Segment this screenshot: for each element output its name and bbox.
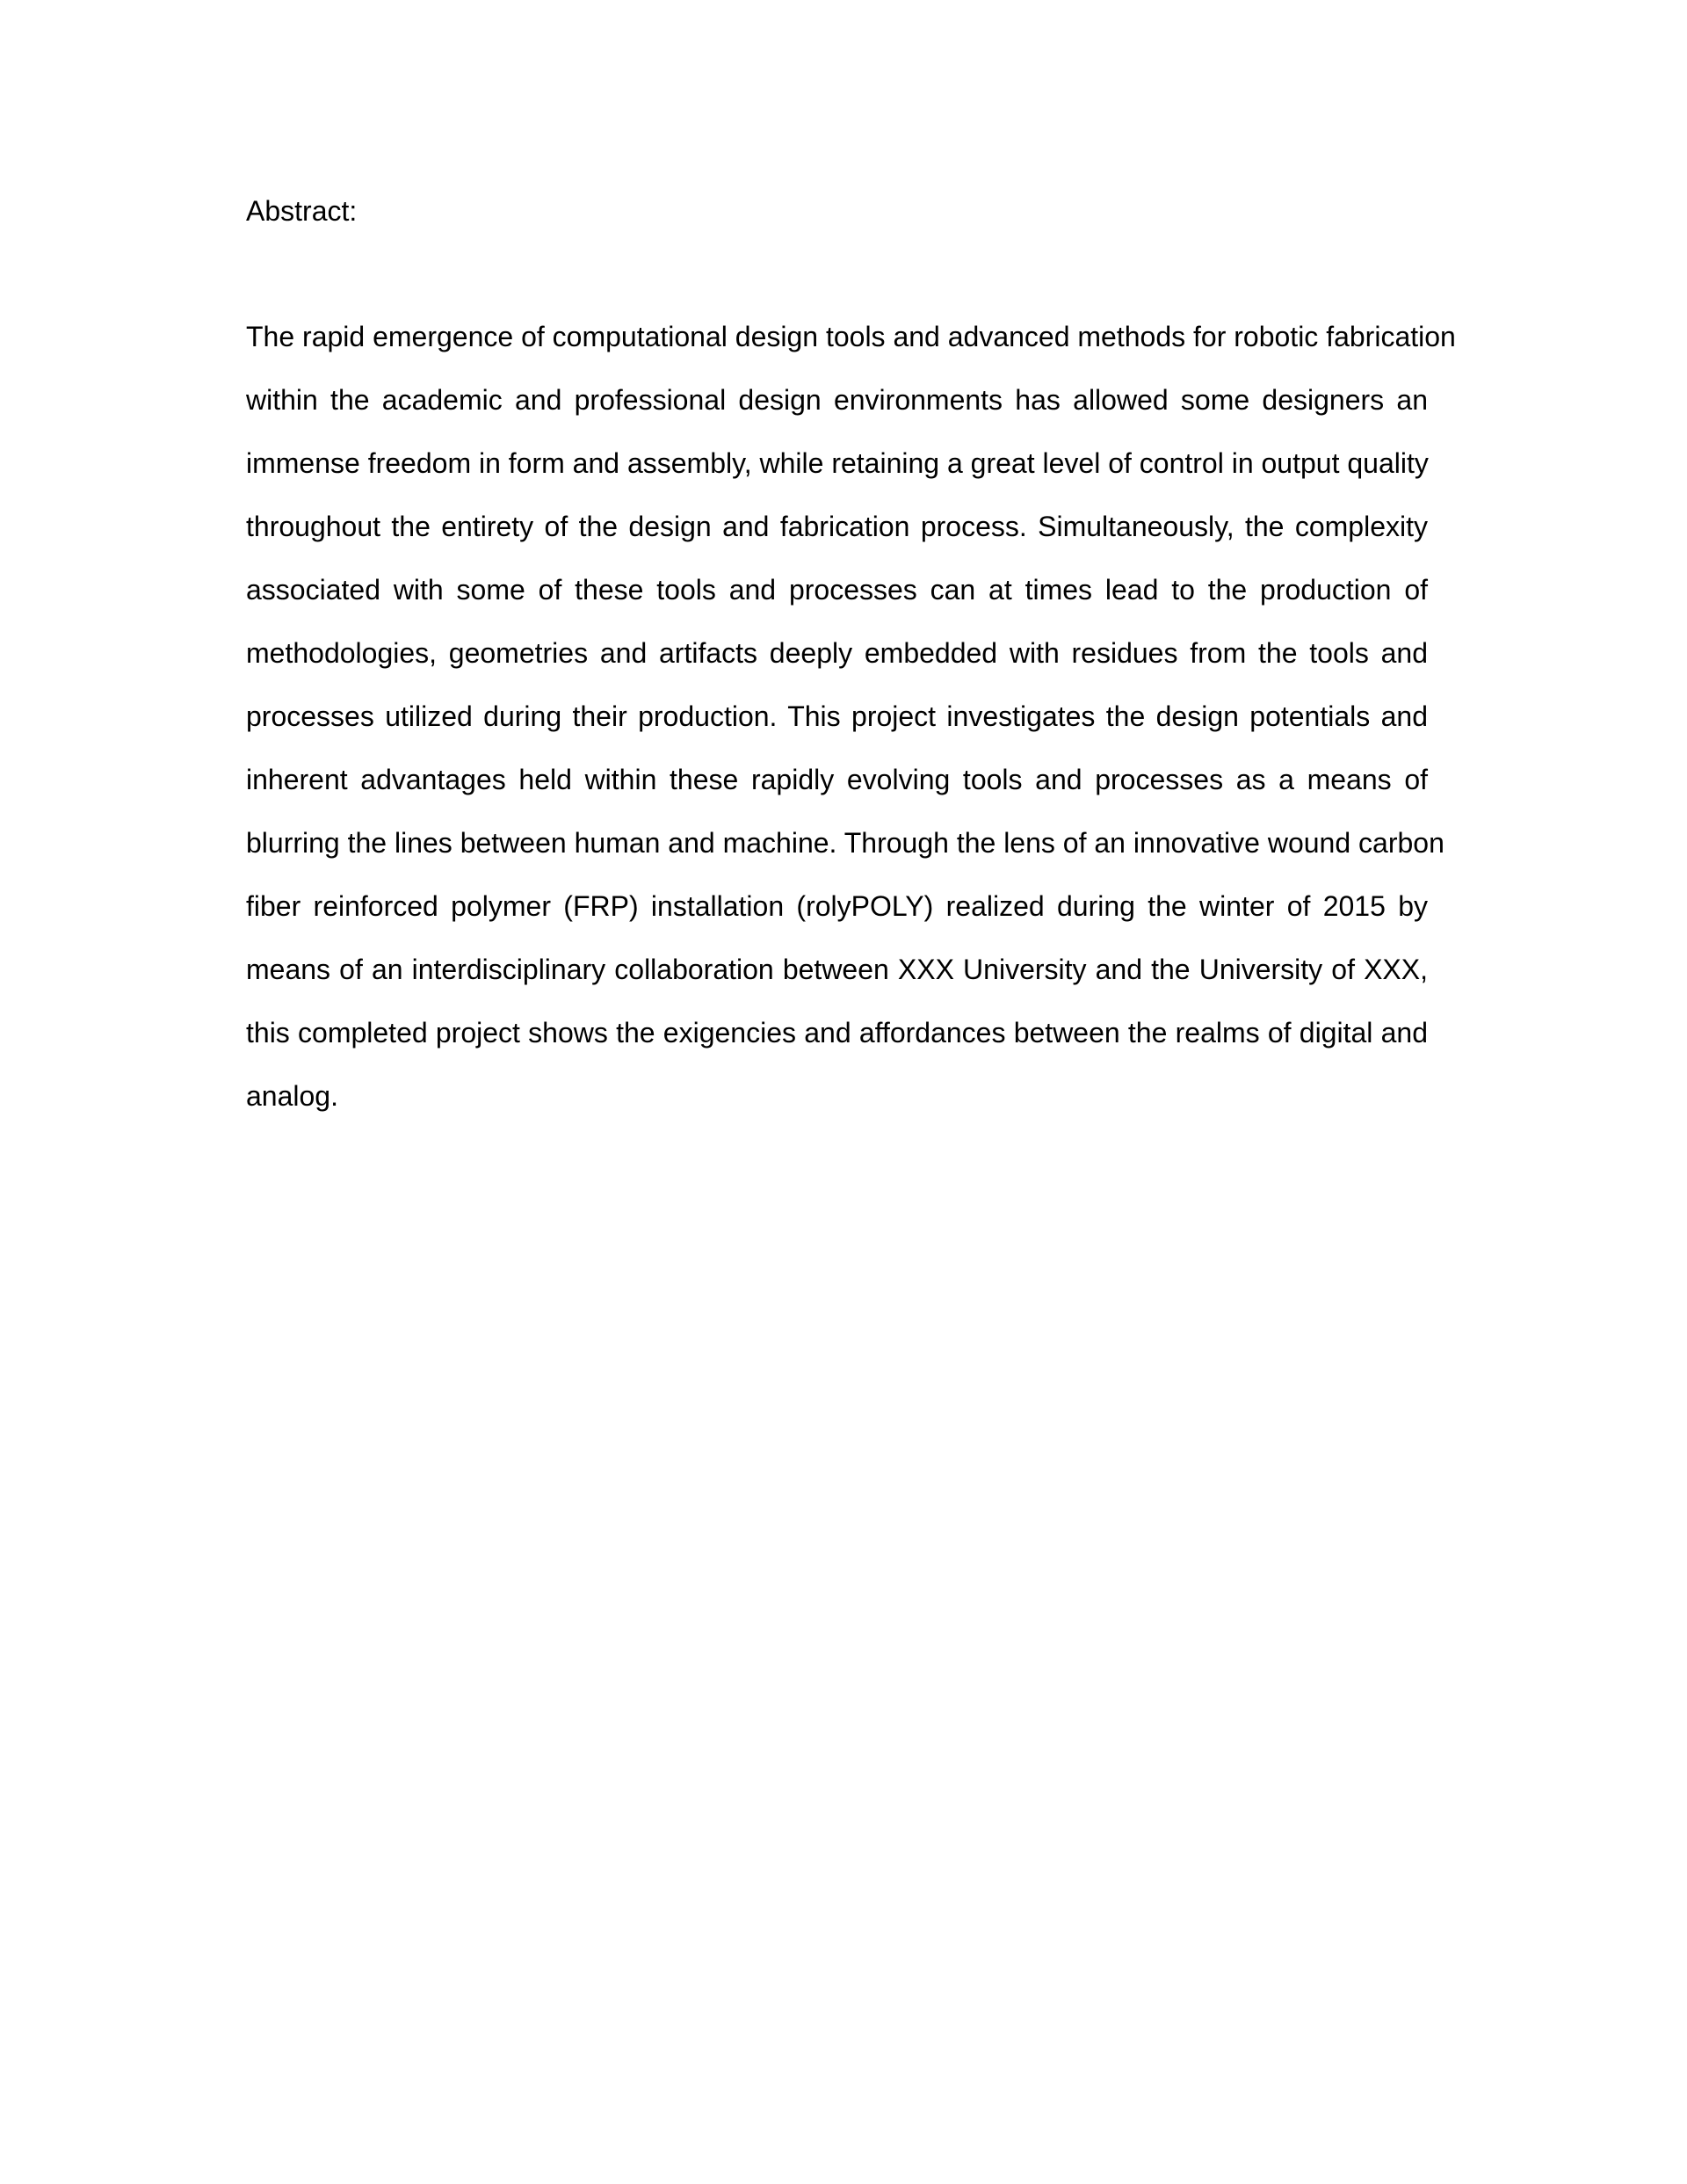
abstract-line: blurring the lines between human and machine. Through the lens of an innovative wound carbon	[246, 827, 1444, 859]
abstract-line: throughout the entirety of the design and fabrication process. Simultaneously, the complexity	[246, 511, 1428, 542]
abstract-line: fiber reinforced polymer (FRP) installation (rolyPOLY) realized during the winter of 2015 by	[246, 890, 1428, 922]
abstract-line: inherent advantages held within these rapidly evolving tools and processes as a means of	[246, 764, 1428, 795]
abstract-line: this completed project shows the exigencies and affordances between the realms of digital and	[246, 1017, 1428, 1048]
abstract-line: analog.	[246, 1080, 338, 1112]
abstract-line: immense freedom in form and assembly, while retaining a great level of control in output quality	[246, 447, 1429, 479]
abstract-line: The rapid emergence of computational design tools and advanced methods for robotic fabrication	[246, 321, 1456, 352]
abstract-line: associated with some of these tools and processes can at times lead to the production of	[246, 574, 1428, 606]
abstract-line: methodologies, geometries and artifacts deeply embedded with residues from the tools and	[246, 637, 1428, 669]
abstract-line: within the academic and professional design environments has allowed some designers an	[246, 384, 1428, 416]
abstract-line: processes utilized during their production. This project investigates the design potentials and	[246, 700, 1428, 732]
abstract-heading: Abstract:	[246, 195, 358, 227]
abstract-line: means of an interdisciplinary collaboration between XXX University and the University of XXX,	[246, 954, 1428, 985]
abstract-body	[246, 319, 1456, 1142]
